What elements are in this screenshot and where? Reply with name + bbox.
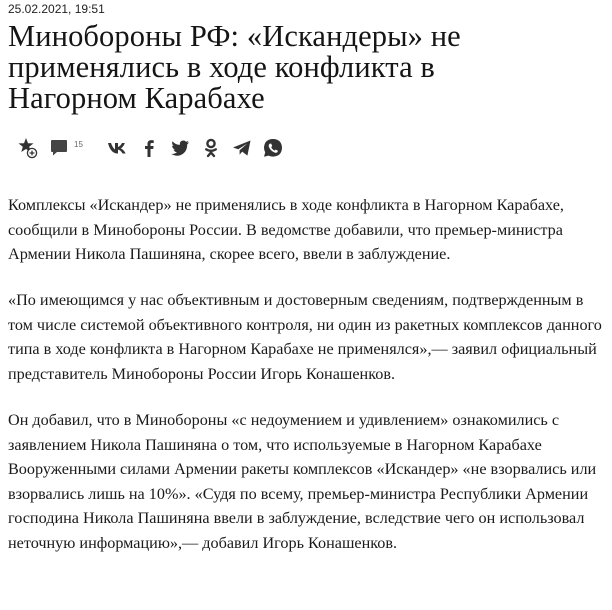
share-toolbar: [18, 136, 608, 160]
favorite-add-icon[interactable]: [18, 137, 38, 159]
comments-icon: [50, 139, 68, 157]
odnoklassniki-icon[interactable]: [200, 137, 222, 159]
article-body: [8, 193, 603, 556]
telegram-icon[interactable]: [231, 137, 253, 159]
article-title: Минобороны РФ: «Искандеры» не применялись в ходе конфликта в Нагорном Карабахе: [8, 19, 461, 115]
article-paragraph: «По имеющимся у нас объективным и достоверным сведениям, подтвержденным в том числе системой объективного контроля, ни один из ракетных комплексов данного типа в ходе конфликта в Нагорном Карабахе не применялся»,— заявил официальный представитель Минобороны России Игорь Конашенков.: [8, 291, 602, 383]
comments-button[interactable]: [50, 139, 83, 157]
twitter-icon[interactable]: [169, 137, 191, 159]
facebook-icon[interactable]: [138, 137, 160, 159]
publish-date: 25.02.2021, 19:51: [8, 2, 105, 16]
comments-count: 15: [74, 140, 83, 149]
article: [8, 0, 608, 577]
whatsapp-icon[interactable]: [262, 137, 284, 159]
vk-icon[interactable]: [107, 137, 129, 159]
article-paragraph: Он добавил, что в Минобороны «с недоумением и удивлением» ознакомились с заявлением Никола Пашиняна о том, что используемые в Нагорном Карабахе Вооруженными силами Армении ракеты комплексов «Искандер» «не взорвались или взорвались лишь на 10%». «Судя по всему, премьер-министра Республики Армении господина Никола Пашиняна ввели в заблуждение, вследствие чего он использовал неточную информацию»,— добавил Игорь Конашенков.: [8, 410, 597, 552]
article-paragraph: Комплексы «Искандер» не применялись в ходе конфликта в Нагорном Карабахе, сообщили в Минобороны России. В ведомстве добавили, что премьер-министра Армении Никола Пашиняна, скорее всего, ввели в заблуждение.: [8, 196, 564, 264]
